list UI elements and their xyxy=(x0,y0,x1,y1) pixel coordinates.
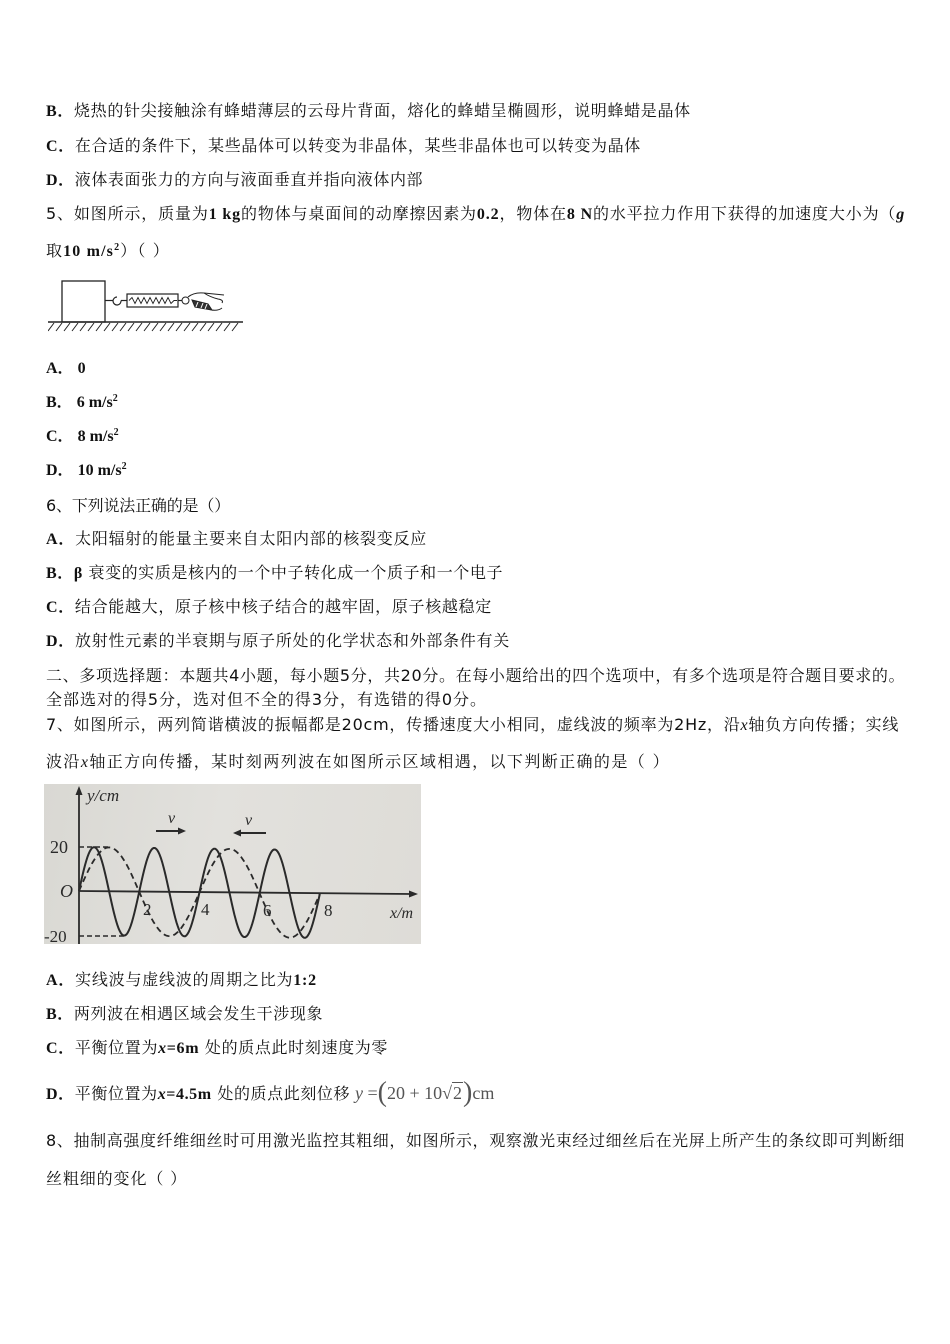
stem-text: 取 xyxy=(46,241,64,260)
friction-coefficient: 0.2 xyxy=(476,206,500,223)
stem-text: ，物体在 xyxy=(499,204,567,223)
x-axis-label: x/m xyxy=(390,905,414,922)
y-tick-20: 20 xyxy=(50,837,68,857)
option-text: 液体表面张力的方向与液面垂直并指向液体内部 xyxy=(74,170,424,189)
position-value: =6m xyxy=(166,1040,200,1057)
formula-term: 10 xyxy=(424,1083,443,1103)
block-spring-scale-figure xyxy=(48,278,246,334)
option-text: 平衡位置为 xyxy=(74,1038,159,1057)
ratio-value: 1:2 xyxy=(293,972,317,989)
stem-text: 7、如图所示，两列简谐横波的振幅都是20cm，传播速度大小相同，虚线波的频率为2Hz，沿 xyxy=(46,715,741,734)
block-icon xyxy=(62,281,105,322)
gravity-value: 10 m/s xyxy=(63,243,115,260)
y-axis-arrow-icon xyxy=(76,786,83,795)
x-symbol: x xyxy=(158,1040,167,1057)
ground-hatching xyxy=(48,323,238,331)
origin-label: O xyxy=(60,881,73,901)
q7-option-b[interactable] xyxy=(46,1005,323,1024)
formula-unit: cm xyxy=(472,1083,495,1103)
displacement-formula xyxy=(355,1078,494,1108)
stem-text: 的水平拉力作用下获得的加速度大小为（ xyxy=(592,204,897,223)
stem-text: 的物体与桌面间的动摩擦因素为 xyxy=(241,204,477,223)
option-label: B． xyxy=(46,1006,74,1023)
superscript: 2 xyxy=(112,393,118,404)
y-axis-label: y/cm xyxy=(87,786,120,805)
option-text: 烧热的针尖接触涂有蜂蜡薄层的云母片背面，熔化的蜂蜡呈椭圆形，说明蜂蜡是晶体 xyxy=(74,101,691,120)
option-text: 结合能越大，原子核中核子结合的越牢固，原子核越稳定 xyxy=(74,597,492,616)
option-text: 处的质点此刻位移 xyxy=(211,1084,351,1103)
option-label: C． xyxy=(46,599,75,616)
hand-icon xyxy=(182,293,224,310)
x-symbol: x xyxy=(80,754,90,771)
superscript: 2 xyxy=(114,242,121,253)
q4-option-c xyxy=(46,137,641,156)
formula-term: 20 xyxy=(386,1083,405,1103)
option-text: 处的质点此时刻速度为零 xyxy=(199,1038,389,1057)
q7-stem-line1 xyxy=(46,716,899,735)
option-text: 平衡位置为 xyxy=(74,1084,158,1103)
option-text: 两列波在相遇区域会发生干涉现象 xyxy=(73,1004,324,1023)
q7-option-d[interactable] xyxy=(46,1085,350,1104)
q4-option-b xyxy=(46,102,691,121)
option-label: B． xyxy=(46,565,74,582)
option-text: 实线波与虚线波的周期之比为 xyxy=(75,970,294,989)
formula-radicand: 2 xyxy=(453,1083,463,1103)
option-label: A． xyxy=(46,531,76,548)
option-text: 在合适的条件下，某些晶体可以转变为非晶体，某些非晶体也可以转变为晶体 xyxy=(74,136,641,155)
x-tick-4: 4 xyxy=(201,900,210,919)
q5-option-b[interactable] xyxy=(46,394,118,412)
x-axis-arrow-icon xyxy=(409,891,418,898)
spring-scale-icon xyxy=(127,294,178,307)
q6-option-d[interactable] xyxy=(46,632,510,651)
option-label: B． xyxy=(46,103,75,120)
q8-stem-line2: 丝粗细的变化（ ） xyxy=(46,1169,188,1188)
wave-figure xyxy=(44,784,421,944)
option-text: 衰变的实质是核内的一个中子转化成一个质子和一个电子 xyxy=(82,563,504,582)
q7-option-a[interactable] xyxy=(46,971,317,990)
formula-close-paren: ) xyxy=(463,1077,473,1108)
velocity-label: v xyxy=(245,812,253,829)
wave-graph xyxy=(44,784,421,944)
option-value: 10 m/s xyxy=(77,462,122,479)
x-symbol: x xyxy=(740,717,749,734)
q6-option-a[interactable] xyxy=(46,530,427,549)
stem-text: 轴负方向传播；实线 xyxy=(748,715,900,734)
answer-blank: ）（ ） xyxy=(120,241,170,260)
velocity-label: v xyxy=(168,810,176,827)
stem-text: 5、如图所示，质量为 xyxy=(46,204,209,223)
formula-open-paren: ( xyxy=(377,1077,387,1108)
q5-stem-line1 xyxy=(46,205,905,224)
x-tick-6: 6 xyxy=(263,901,272,920)
q6-option-b[interactable] xyxy=(46,564,503,583)
hook-icon xyxy=(113,297,121,305)
section2-instructions-line2: 全部选对的得5分，选对但不全的得3分，有选错的得0分。 xyxy=(46,690,487,709)
option-value: 8 m/s xyxy=(77,428,114,445)
formula-equals: = xyxy=(363,1083,378,1103)
q4-option-d xyxy=(46,171,423,190)
x-tick-8: 8 xyxy=(324,901,333,920)
option-label: C． xyxy=(46,1040,75,1057)
sqrt-icon: √ xyxy=(442,1083,453,1103)
option-label: D． xyxy=(46,1086,75,1103)
q7-option-c[interactable] xyxy=(46,1039,388,1058)
q6-option-c[interactable] xyxy=(46,598,492,617)
stem-text: 轴正方向传播，某时刻两列波在如图所示区域相遇，以下判断正确的是（ ） xyxy=(89,752,671,771)
q5-option-c[interactable] xyxy=(46,428,119,446)
superscript: 2 xyxy=(121,461,127,472)
option-label: A． xyxy=(46,972,76,989)
q5-option-a[interactable] xyxy=(46,360,86,378)
formula-y: y xyxy=(355,1083,363,1103)
option-text: 放射性元素的半衰期与原子所处的化学状态和外部条件有关 xyxy=(75,631,510,650)
y-tick-neg20: -20 xyxy=(44,927,67,944)
q5-stem-line2 xyxy=(46,242,170,261)
mass-value: 1 kg xyxy=(208,206,241,223)
x-axis xyxy=(79,891,412,894)
q5-option-d[interactable] xyxy=(46,462,127,480)
option-value: 6 m/s xyxy=(76,394,113,411)
beta-symbol: β xyxy=(73,565,83,582)
option-value: 0 xyxy=(77,360,86,377)
option-label: B． xyxy=(46,394,73,411)
q8-stem-line1: 8、抽制高强度纤维细丝时可用激光监控其粗细，如图所示，观察激光束经过细丝后在光屏上所产生的条纹即可判断细 xyxy=(46,1131,905,1150)
option-label: D． xyxy=(46,633,76,650)
section2-instructions-line1: 二、多项选择题：本题共4小题，每小题5分，共20分。在每小题给出的四个选项中，有多个选项是符合题目要求的。 xyxy=(46,666,906,685)
stem-text: 波沿 xyxy=(46,752,81,771)
spring-icon xyxy=(129,298,177,304)
option-label: D． xyxy=(46,462,74,479)
superscript: 2 xyxy=(113,427,119,438)
option-text: 太阳辐射的能量主要来自太阳内部的核裂变反应 xyxy=(75,529,428,548)
force-value: 8 N xyxy=(566,206,593,223)
q7-stem-line2 xyxy=(46,753,670,772)
x-symbol: x xyxy=(157,1086,167,1103)
option-label: D． xyxy=(46,172,75,189)
formula-plus: + xyxy=(404,1083,425,1103)
option-label: A． xyxy=(46,360,74,377)
option-label: C． xyxy=(46,428,74,445)
x-tick-2: 2 xyxy=(143,900,152,919)
q6-stem: 6、下列说法正确的是（） xyxy=(46,496,231,515)
position-value: =4.5m xyxy=(166,1086,212,1103)
gravity-symbol: g xyxy=(896,206,906,223)
option-label: C． xyxy=(46,138,75,155)
